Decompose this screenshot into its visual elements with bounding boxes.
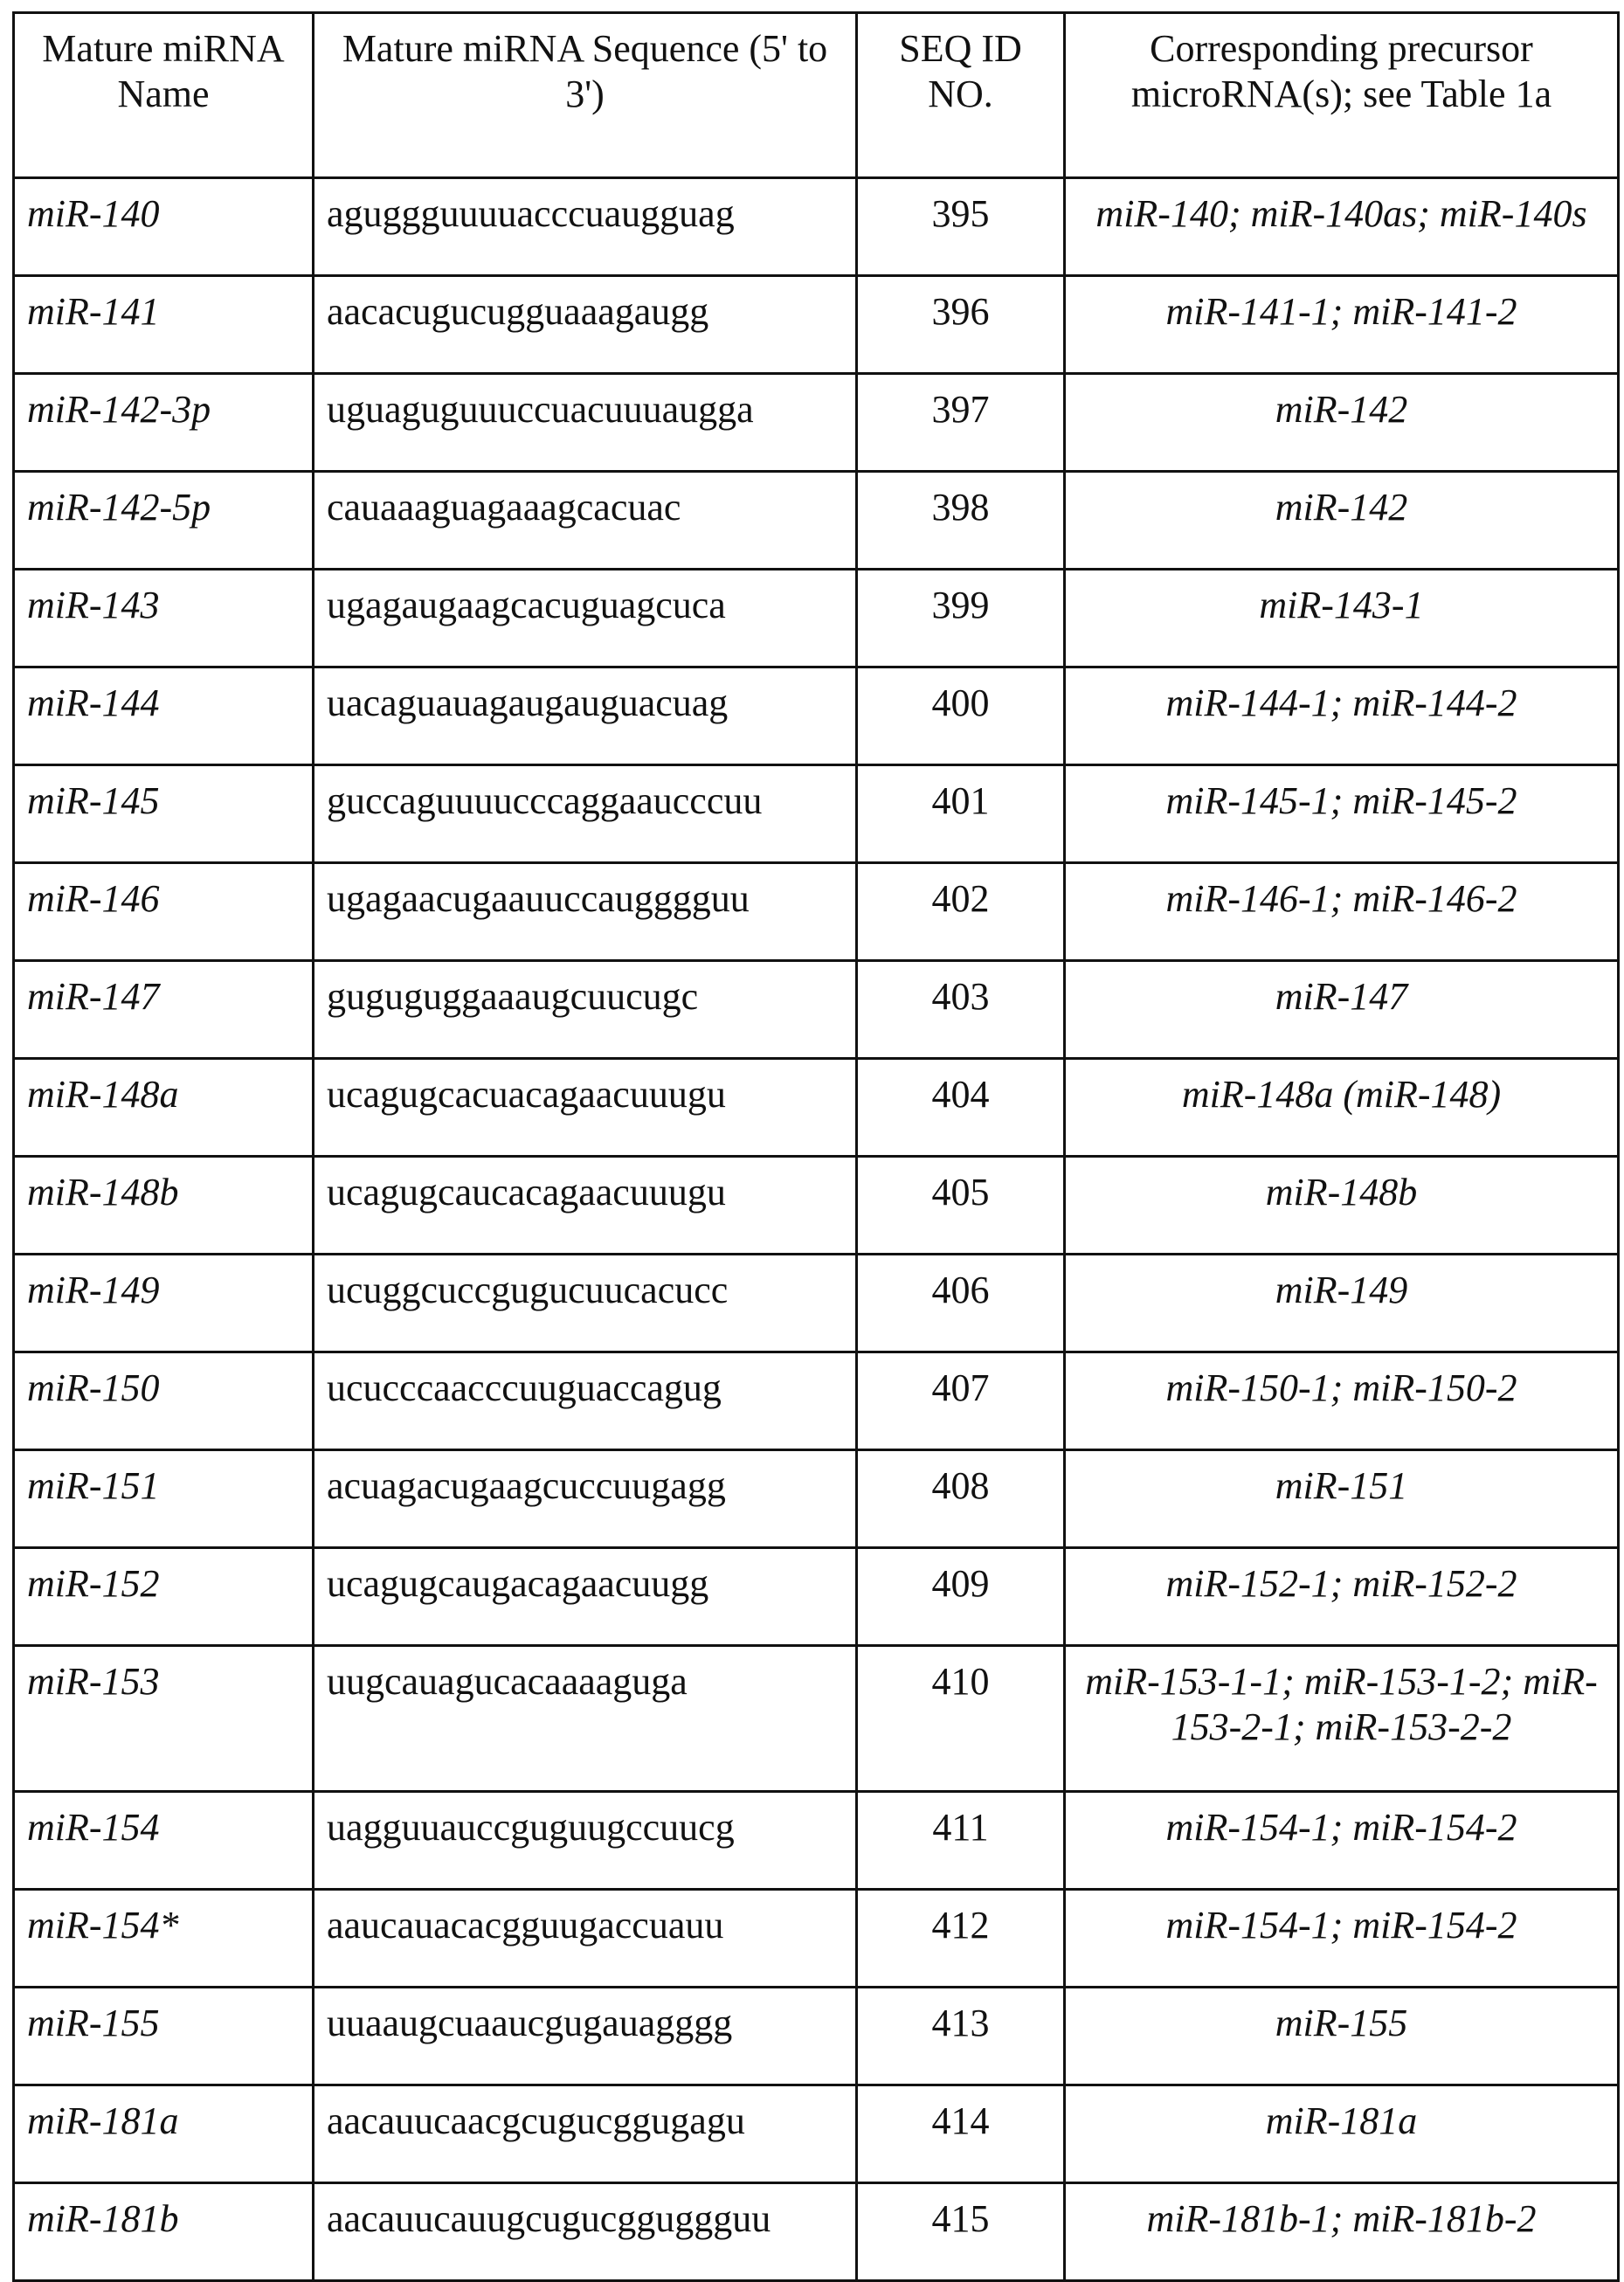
header-seq-id: SEQ ID NO. — [857, 13, 1065, 178]
sequence-cell: cauaaaguagaaagcacuac — [314, 472, 857, 570]
mirna-table — [12, 11, 1620, 2282]
table-row — [14, 2183, 1619, 2281]
seq-id-cell: 401 — [857, 765, 1065, 863]
sequence-cell: ucagugcaugacagaacuugg — [314, 1548, 857, 1646]
sequence-cell: aacacugucugguaaagaugg — [314, 276, 857, 374]
mirna-name-cell: miR-152 — [14, 1548, 314, 1646]
mirna-name-cell: miR-142-5p — [14, 472, 314, 570]
table-row — [14, 1792, 1619, 1890]
header-sequence: Mature miRNA Sequence (5' to 3') — [314, 13, 857, 178]
seq-id-cell: 408 — [857, 1450, 1065, 1548]
mirna-name-cell: miR-148a — [14, 1059, 314, 1157]
mirna-name-cell: miR-147 — [14, 961, 314, 1059]
table-row — [14, 961, 1619, 1059]
table-row — [14, 1890, 1619, 1988]
table-row — [14, 1548, 1619, 1646]
table-row — [14, 276, 1619, 374]
table-row — [14, 570, 1619, 667]
seq-id-cell: 402 — [857, 863, 1065, 961]
mirna-name-cell: miR-143 — [14, 570, 314, 667]
header-precursor: Corresponding precursor microRNA(s); see Table 1a — [1065, 13, 1619, 178]
precursor-cell: miR-151 — [1065, 1450, 1619, 1548]
mirna-name-cell: miR-153 — [14, 1646, 314, 1792]
precursor-cell: miR-150-1; miR-150-2 — [1065, 1352, 1619, 1450]
sequence-cell: uuaaugcuaaucgugauagggg — [314, 1988, 857, 2085]
precursor-cell: miR-144-1; miR-144-2 — [1065, 667, 1619, 765]
table-row — [14, 1059, 1619, 1157]
sequence-cell: uagguuauccguguugccuucg — [314, 1792, 857, 1890]
seq-id-cell: 398 — [857, 472, 1065, 570]
precursor-cell: miR-140; miR-140as; miR-140s — [1065, 178, 1619, 276]
seq-id-cell: 405 — [857, 1157, 1065, 1255]
seq-id-cell: 412 — [857, 1890, 1065, 1988]
precursor-cell: miR-142 — [1065, 472, 1619, 570]
sequence-cell: uugcauagucacaaaaguga — [314, 1646, 857, 1792]
seq-id-cell: 414 — [857, 2085, 1065, 2183]
seq-id-cell: 395 — [857, 178, 1065, 276]
seq-id-cell: 409 — [857, 1548, 1065, 1646]
precursor-cell: miR-145-1; miR-145-2 — [1065, 765, 1619, 863]
sequence-cell: uacaguauagaugauguacuag — [314, 667, 857, 765]
precursor-cell: miR-154-1; miR-154-2 — [1065, 1792, 1619, 1890]
sequence-cell: ucagugcacuacagaacuuugu — [314, 1059, 857, 1157]
mirna-name-cell: miR-181b — [14, 2183, 314, 2281]
table-row — [14, 1988, 1619, 2085]
sequence-cell: ucuggcuccgugucuucacucc — [314, 1255, 857, 1352]
sequence-cell: uguaguguuuccuacuuuaugga — [314, 374, 857, 472]
precursor-cell: miR-143-1 — [1065, 570, 1619, 667]
sequence-cell: ucucccaacccuuguaccagug — [314, 1352, 857, 1450]
sequence-cell: aguggguuuuacccuaugguag — [314, 178, 857, 276]
mirna-name-cell: miR-144 — [14, 667, 314, 765]
seq-id-cell: 397 — [857, 374, 1065, 472]
mirna-name-cell: miR-142-3p — [14, 374, 314, 472]
precursor-cell: miR-146-1; miR-146-2 — [1065, 863, 1619, 961]
header-row — [14, 13, 1619, 178]
mirna-name-cell: miR-154 — [14, 1792, 314, 1890]
seq-id-cell: 396 — [857, 276, 1065, 374]
table-row — [14, 1646, 1619, 1792]
seq-id-cell: 411 — [857, 1792, 1065, 1890]
table-row — [14, 765, 1619, 863]
mirna-name-cell: miR-149 — [14, 1255, 314, 1352]
mirna-name-cell: miR-146 — [14, 863, 314, 961]
table-row — [14, 863, 1619, 961]
table-row — [14, 667, 1619, 765]
table-row — [14, 2085, 1619, 2183]
mirna-name-cell: miR-154* — [14, 1890, 314, 1988]
sequence-cell: guguguggaaaugcuucugc — [314, 961, 857, 1059]
seq-id-cell: 404 — [857, 1059, 1065, 1157]
seq-id-cell: 407 — [857, 1352, 1065, 1450]
table-row — [14, 1157, 1619, 1255]
precursor-cell: miR-142 — [1065, 374, 1619, 472]
precursor-cell: miR-181a — [1065, 2085, 1619, 2183]
seq-id-cell: 403 — [857, 961, 1065, 1059]
seq-id-cell: 406 — [857, 1255, 1065, 1352]
sequence-cell: ugagaacugaauuccaugggguu — [314, 863, 857, 961]
seq-id-cell: 415 — [857, 2183, 1065, 2281]
table-row — [14, 178, 1619, 276]
sequence-cell: guccaguuuucccaggaaucccuu — [314, 765, 857, 863]
mirna-name-cell: miR-140 — [14, 178, 314, 276]
precursor-cell: miR-149 — [1065, 1255, 1619, 1352]
precursor-cell: miR-155 — [1065, 1988, 1619, 2085]
sequence-cell: acuagacugaagcuccuugagg — [314, 1450, 857, 1548]
sequence-cell: ugagaugaagcacuguagcuca — [314, 570, 857, 667]
table-row — [14, 1450, 1619, 1548]
sequence-cell: ucagugcaucacagaacuuugu — [314, 1157, 857, 1255]
mirna-name-cell: miR-151 — [14, 1450, 314, 1548]
sequence-cell: aacauucauugcugucgguggguu — [314, 2183, 857, 2281]
mirna-name-cell: miR-141 — [14, 276, 314, 374]
table-row — [14, 374, 1619, 472]
mirna-name-cell: miR-155 — [14, 1988, 314, 2085]
mirna-name-cell: miR-145 — [14, 765, 314, 863]
precursor-cell: miR-154-1; miR-154-2 — [1065, 1890, 1619, 1988]
precursor-cell: miR-152-1; miR-152-2 — [1065, 1548, 1619, 1646]
table-row — [14, 1255, 1619, 1352]
precursor-cell: miR-141-1; miR-141-2 — [1065, 276, 1619, 374]
precursor-cell: miR-153-1-1; miR-153-1-2; miR-153-2-1; miR-153-2-2 — [1065, 1646, 1619, 1792]
seq-id-cell: 410 — [857, 1646, 1065, 1792]
sequence-cell: aaucauacacgguugaccuauu — [314, 1890, 857, 1988]
seq-id-cell: 400 — [857, 667, 1065, 765]
table-row — [14, 1352, 1619, 1450]
seq-id-cell: 399 — [857, 570, 1065, 667]
table-row — [14, 472, 1619, 570]
mirna-name-cell: miR-148b — [14, 1157, 314, 1255]
header-name: Mature miRNA Name — [14, 13, 314, 178]
precursor-cell: miR-148a (miR-148) — [1065, 1059, 1619, 1157]
precursor-cell: miR-181b-1; miR-181b-2 — [1065, 2183, 1619, 2281]
sequence-cell: aacauucaacgcugucggugagu — [314, 2085, 857, 2183]
mirna-name-cell: miR-181a — [14, 2085, 314, 2183]
precursor-cell: miR-148b — [1065, 1157, 1619, 1255]
precursor-cell: miR-147 — [1065, 961, 1619, 1059]
seq-id-cell: 413 — [857, 1988, 1065, 2085]
mirna-name-cell: miR-150 — [14, 1352, 314, 1450]
